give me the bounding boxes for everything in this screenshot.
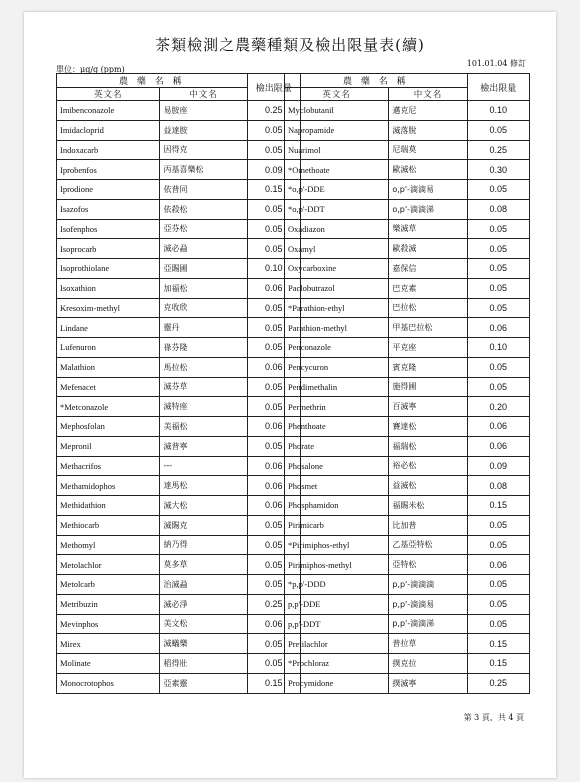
chinese-name-cell: 納乃得 — [160, 535, 247, 555]
limit-value-cell: 0.05 — [247, 377, 300, 397]
english-name-header: 英文名 — [57, 88, 160, 101]
table-row — [285, 278, 530, 298]
chinese-name-cell: 依普同 — [160, 180, 247, 200]
english-name-cell: p,p'-DDT — [285, 614, 389, 634]
chinese-name-cell: o,p'-滴滴涕 — [389, 199, 467, 219]
chinese-name-cell: 樂滅草 — [389, 219, 467, 239]
english-name-cell: Kresoxim-methyl — [57, 298, 160, 318]
limit-value-cell: 0.05 — [247, 436, 300, 456]
table-row — [57, 594, 301, 614]
table-row — [57, 535, 301, 555]
chinese-name-cell: 賽達松 — [389, 417, 467, 437]
pesticide-name-header: 農 藥 名 稱 — [285, 74, 468, 88]
english-name-cell: Metolachlor — [57, 555, 160, 575]
english-name-cell: Isofenphos — [57, 219, 160, 239]
chinese-name-cell: 滅落脫 — [389, 120, 467, 140]
limit-value-cell: 0.05 — [467, 515, 529, 535]
english-name-cell: Procymidone — [285, 673, 389, 693]
chinese-name-cell: 滅蟻樂 — [160, 634, 247, 654]
limit-value-cell: 0.06 — [247, 417, 300, 437]
limit-value-cell: 0.06 — [247, 496, 300, 516]
limit-value-cell: 0.05 — [247, 515, 300, 535]
english-name-cell: Isazofos — [57, 199, 160, 219]
chinese-name-cell: 亞特松 — [389, 555, 467, 575]
revision-date: 101.01.04 修訂 — [466, 59, 526, 68]
limit-value-cell: 0.15 — [247, 180, 300, 200]
limit-value-cell: 0.05 — [247, 219, 300, 239]
english-name-cell: p,p'-DDE — [285, 594, 389, 614]
chinese-name-cell: 亞芬松 — [160, 219, 247, 239]
limit-value-cell: 0.05 — [247, 318, 300, 338]
chinese-name-cell: 依殺松 — [160, 199, 247, 219]
chinese-name-cell: 邁克尼 — [389, 101, 467, 121]
english-name-cell: Methomyl — [57, 535, 160, 555]
english-name-cell: Methiocarb — [57, 515, 160, 535]
chinese-name-cell: 甲基巴拉松 — [389, 318, 467, 338]
chinese-name-cell: p,p'-滴滴涕 — [389, 614, 467, 634]
limit-value-cell: 0.05 — [467, 357, 529, 377]
english-name-cell: Phosalone — [285, 456, 389, 476]
english-name-cell: *Omethoate — [285, 160, 389, 180]
chinese-name-header: 中文名 — [160, 88, 247, 101]
chinese-name-cell: 巴拉松 — [389, 298, 467, 318]
english-name-cell: Isoprothiolane — [57, 259, 160, 279]
chinese-name-cell: 馬拉松 — [160, 357, 247, 377]
table-row — [285, 614, 530, 634]
chinese-name-cell: 益滅松 — [389, 476, 467, 496]
chinese-name-cell: 滅大松 — [160, 496, 247, 516]
english-name-cell: Isoprocarb — [57, 239, 160, 259]
table-row — [57, 397, 301, 417]
table-row — [57, 417, 301, 437]
table-row — [57, 555, 301, 575]
chinese-name-cell: 歐滅松 — [389, 160, 467, 180]
table-row — [57, 673, 301, 693]
limit-value-cell: 0.09 — [247, 160, 300, 180]
limit-value-cell: 0.30 — [467, 160, 529, 180]
english-name-cell: *o,p'-DDE — [285, 180, 389, 200]
pesticide-name-header: 農 藥 名 稱 — [57, 74, 248, 88]
limit-value-cell: 0.05 — [467, 575, 529, 595]
table-row — [57, 180, 301, 200]
chinese-name-cell: 益達胺 — [160, 120, 247, 140]
english-name-cell: Metolcarb — [57, 575, 160, 595]
limit-value-cell: 0.20 — [467, 397, 529, 417]
table-row — [57, 357, 301, 377]
chinese-name-cell: 福瑞松 — [389, 436, 467, 456]
chinese-name-cell: 達馬松 — [160, 476, 247, 496]
chinese-name-cell: 比加普 — [389, 515, 467, 535]
table-row — [57, 496, 301, 516]
table-row — [285, 535, 530, 555]
limit-value-cell: 0.06 — [247, 614, 300, 634]
english-name-cell: Indoxacarb — [57, 140, 160, 160]
limit-value-cell: 0.05 — [247, 634, 300, 654]
table-row — [285, 436, 530, 456]
chinese-name-cell: 美福松 — [160, 417, 247, 437]
chinese-name-cell: 易胺座 — [160, 101, 247, 121]
table-row — [285, 496, 530, 516]
chinese-name-cell: 百滅寧 — [389, 397, 467, 417]
limit-value-cell: 0.05 — [247, 575, 300, 595]
limit-value-cell: 0.25 — [247, 594, 300, 614]
table-row — [285, 338, 530, 358]
limit-value-cell: 0.06 — [247, 278, 300, 298]
english-name-cell: Methacrifos — [57, 456, 160, 476]
english-name-cell: Mirex — [57, 634, 160, 654]
table-row — [285, 575, 530, 595]
english-name-cell: Mephosfolan — [57, 417, 160, 437]
chinese-name-cell: 巴克素 — [389, 278, 467, 298]
chinese-name-cell: p,p'-滴滴滴 — [389, 575, 467, 595]
limit-value-cell: 0.05 — [247, 338, 300, 358]
limit-value-cell: 0.05 — [467, 278, 529, 298]
english-name-cell: Pretilachlor — [285, 634, 389, 654]
english-name-cell: *o,p'-DDT — [285, 199, 389, 219]
chinese-name-cell: 平克座 — [389, 338, 467, 358]
table-row — [285, 239, 530, 259]
english-name-cell: Oxadiazon — [285, 219, 389, 239]
table-row — [285, 594, 530, 614]
table-row — [285, 120, 530, 140]
english-name-cell: Mevinphos — [57, 614, 160, 634]
table-row — [285, 180, 530, 200]
table-row — [57, 298, 301, 318]
english-name-cell: *Parathion-ethyl — [285, 298, 389, 318]
english-name-cell: Methidathion — [57, 496, 160, 516]
chinese-name-cell: 亞賜圃 — [160, 259, 247, 279]
english-name-cell: Permethrin — [285, 397, 389, 417]
table-row — [57, 259, 301, 279]
english-name-cell: Parathion-methyl — [285, 318, 389, 338]
chinese-name-cell: 稻得壯 — [160, 654, 247, 674]
table-row — [57, 456, 301, 476]
limit-value-cell: 0.05 — [467, 594, 529, 614]
table-row — [285, 397, 530, 417]
table-row — [57, 199, 301, 219]
table-row — [57, 318, 301, 338]
document-title: 茶類檢測之農藥種類及檢出限量表(續) — [155, 36, 425, 54]
limit-value-cell: 0.05 — [467, 120, 529, 140]
table-row — [57, 377, 301, 397]
left-limits-table — [56, 73, 301, 694]
limit-value-cell: 0.15 — [467, 634, 529, 654]
right-limits-table — [284, 73, 530, 694]
english-name-cell: Iprodione — [57, 180, 160, 200]
english-name-cell: Isoxathion — [57, 278, 160, 298]
limit-value-cell: 0.08 — [467, 476, 529, 496]
english-name-cell: Nuarimol — [285, 140, 389, 160]
table-row — [285, 219, 530, 239]
table-row — [285, 357, 530, 377]
document-page — [24, 12, 556, 778]
english-name-cell: Mefenacet — [57, 377, 160, 397]
table-row — [285, 160, 530, 180]
limit-value-cell: 0.06 — [247, 357, 300, 377]
english-name-cell: Phosmet — [285, 476, 389, 496]
table-row — [285, 259, 530, 279]
english-name-cell: Malathion — [57, 357, 160, 377]
table-row — [57, 476, 301, 496]
chinese-name-cell: 裕必松 — [389, 456, 467, 476]
table-row — [57, 436, 301, 456]
chinese-name-cell: 美文松 — [160, 614, 247, 634]
english-name-cell: Penconazole — [285, 338, 389, 358]
limit-value-cell: 0.05 — [247, 654, 300, 674]
chinese-name-cell: 丙基喜樂松 — [160, 160, 247, 180]
table-row — [285, 515, 530, 535]
table-row — [285, 101, 530, 121]
right-table-body — [285, 101, 530, 694]
english-name-cell: *Prochloraz — [285, 654, 389, 674]
chinese-name-cell: 賓克隆 — [389, 357, 467, 377]
english-name-cell: Pirimicarb — [285, 515, 389, 535]
chinese-name-cell: 滅必蝨 — [160, 239, 247, 259]
table-row — [285, 318, 530, 338]
limit-value-cell: 0.05 — [467, 239, 529, 259]
limit-value-cell: 0.25 — [467, 673, 529, 693]
limit-value-cell: 0.06 — [467, 318, 529, 338]
english-name-cell: *Pirimiphos-ethyl — [285, 535, 389, 555]
english-name-cell: Phorate — [285, 436, 389, 456]
limit-header: 檢出限量 — [467, 74, 529, 101]
english-name-cell: Oxamyl — [285, 239, 389, 259]
table-row — [285, 654, 530, 674]
table-row — [57, 654, 301, 674]
limit-value-cell: 0.06 — [247, 456, 300, 476]
table-row — [285, 417, 530, 437]
chinese-name-cell: 滅特座 — [160, 397, 247, 417]
chinese-name-cell: 祿芬隆 — [160, 338, 247, 358]
chinese-name-cell: p,p'-滴滴易 — [389, 594, 467, 614]
english-name-cell: Imibenconazole — [57, 101, 160, 121]
english-name-cell: Myclobutanil — [285, 101, 389, 121]
limit-value-cell: 0.25 — [247, 101, 300, 121]
chinese-name-cell: 撲滅寧 — [389, 673, 467, 693]
table-row — [285, 298, 530, 318]
english-name-cell: Mepronil — [57, 436, 160, 456]
chinese-name-cell: 歐殺滅 — [389, 239, 467, 259]
table-row — [57, 338, 301, 358]
table-row — [57, 575, 301, 595]
limit-value-cell: 0.25 — [467, 140, 529, 160]
english-name-cell: Iprobenfos — [57, 160, 160, 180]
english-name-cell: Phenthoate — [285, 417, 389, 437]
table-row — [57, 160, 301, 180]
limit-value-cell: 0.05 — [247, 239, 300, 259]
english-name-cell: Monocrotophos — [57, 673, 160, 693]
chinese-name-cell: o,p'-滴滴易 — [389, 180, 467, 200]
limit-value-cell: 0.09 — [467, 456, 529, 476]
table-row — [285, 377, 530, 397]
english-name-cell: *Metconazole — [57, 397, 160, 417]
limit-value-cell: 0.15 — [467, 496, 529, 516]
limit-value-cell: 0.05 — [247, 298, 300, 318]
chinese-name-cell: 滅賜克 — [160, 515, 247, 535]
chinese-name-cell: 因得克 — [160, 140, 247, 160]
table-row — [57, 239, 301, 259]
chinese-name-cell: 莫多草 — [160, 555, 247, 575]
english-name-cell: Oxycarboxine — [285, 259, 389, 279]
chinese-name-cell: 滅必淨 — [160, 594, 247, 614]
limit-value-cell: 0.15 — [467, 654, 529, 674]
english-name-cell: Lufenuron — [57, 338, 160, 358]
table-row — [57, 634, 301, 654]
table-row — [57, 278, 301, 298]
english-name-cell: Napropamide — [285, 120, 389, 140]
limit-value-cell: 0.05 — [467, 377, 529, 397]
limit-value-cell: 0.05 — [247, 199, 300, 219]
chinese-name-header: 中文名 — [389, 88, 467, 101]
table-row — [285, 673, 530, 693]
limit-value-cell: 0.05 — [467, 535, 529, 555]
limit-value-cell: 0.05 — [247, 535, 300, 555]
chinese-name-cell: 滅普寧 — [160, 436, 247, 456]
limit-value-cell: 0.10 — [247, 259, 300, 279]
english-name-cell: *p,p'-DDD — [285, 575, 389, 595]
limit-value-cell: 0.10 — [467, 338, 529, 358]
table-row — [285, 140, 530, 160]
english-name-cell: Imidacloprid — [57, 120, 160, 140]
left-table-body — [57, 101, 301, 694]
limit-value-cell: 0.05 — [247, 555, 300, 575]
chinese-name-cell: 嘉保信 — [389, 259, 467, 279]
english-name-cell: Molinate — [57, 654, 160, 674]
table-row — [57, 614, 301, 634]
english-name-cell: Pirimiphos-methyl — [285, 555, 389, 575]
unit-label: 單位：μg/g (ppm) — [56, 65, 125, 74]
limit-value-cell: 0.05 — [247, 397, 300, 417]
english-name-cell: Methamidophos — [57, 476, 160, 496]
limit-header: 檢出限量 — [247, 74, 300, 101]
table-row — [285, 456, 530, 476]
chinese-name-cell: 撲克拉 — [389, 654, 467, 674]
limit-value-cell: 0.06 — [467, 436, 529, 456]
table-row — [285, 634, 530, 654]
table-row — [57, 120, 301, 140]
table-row — [57, 140, 301, 160]
english-name-cell: Phosphamidon — [285, 496, 389, 516]
english-name-cell: Metribuzin — [57, 594, 160, 614]
chinese-name-cell: 治滅蝨 — [160, 575, 247, 595]
chinese-name-cell: 福賜米松 — [389, 496, 467, 516]
limit-value-cell: 0.05 — [247, 140, 300, 160]
limit-value-cell: 0.06 — [247, 476, 300, 496]
chinese-name-cell: 尼瑞莫 — [389, 140, 467, 160]
limit-value-cell: 0.06 — [467, 417, 529, 437]
table-row — [285, 555, 530, 575]
chinese-name-cell: 靈丹 — [160, 318, 247, 338]
chinese-name-cell: 加福松 — [160, 278, 247, 298]
chinese-name-cell: 普拉草 — [389, 634, 467, 654]
limit-value-cell: 0.05 — [247, 120, 300, 140]
english-name-cell: Lindane — [57, 318, 160, 338]
chinese-name-cell: 乙基亞特松 — [389, 535, 467, 555]
table-row — [285, 199, 530, 219]
table-row — [57, 101, 301, 121]
table-row — [285, 476, 530, 496]
limit-value-cell: 0.05 — [467, 614, 529, 634]
limit-value-cell: 0.05 — [467, 298, 529, 318]
chinese-name-cell: --- — [160, 456, 247, 476]
limit-value-cell: 0.05 — [467, 180, 529, 200]
chinese-name-cell: 滅芬草 — [160, 377, 247, 397]
limit-value-cell: 0.15 — [247, 673, 300, 693]
english-name-cell: Pendimethalin — [285, 377, 389, 397]
chinese-name-cell: 亞素靈 — [160, 673, 247, 693]
page-number: 第 3 頁，共 4 頁 — [463, 713, 524, 722]
english-name-cell: Paclobutrazol — [285, 278, 389, 298]
chinese-name-cell: 施得圃 — [389, 377, 467, 397]
table-row — [57, 219, 301, 239]
chinese-name-cell: 克收欣 — [160, 298, 247, 318]
english-name-cell: Pencycuron — [285, 357, 389, 377]
limit-value-cell: 0.10 — [467, 101, 529, 121]
limit-value-cell: 0.06 — [467, 555, 529, 575]
table-row — [57, 515, 301, 535]
limit-value-cell: 0.05 — [467, 259, 529, 279]
limit-value-cell: 0.08 — [467, 199, 529, 219]
limit-value-cell: 0.05 — [467, 219, 529, 239]
english-name-header: 英文名 — [285, 88, 389, 101]
